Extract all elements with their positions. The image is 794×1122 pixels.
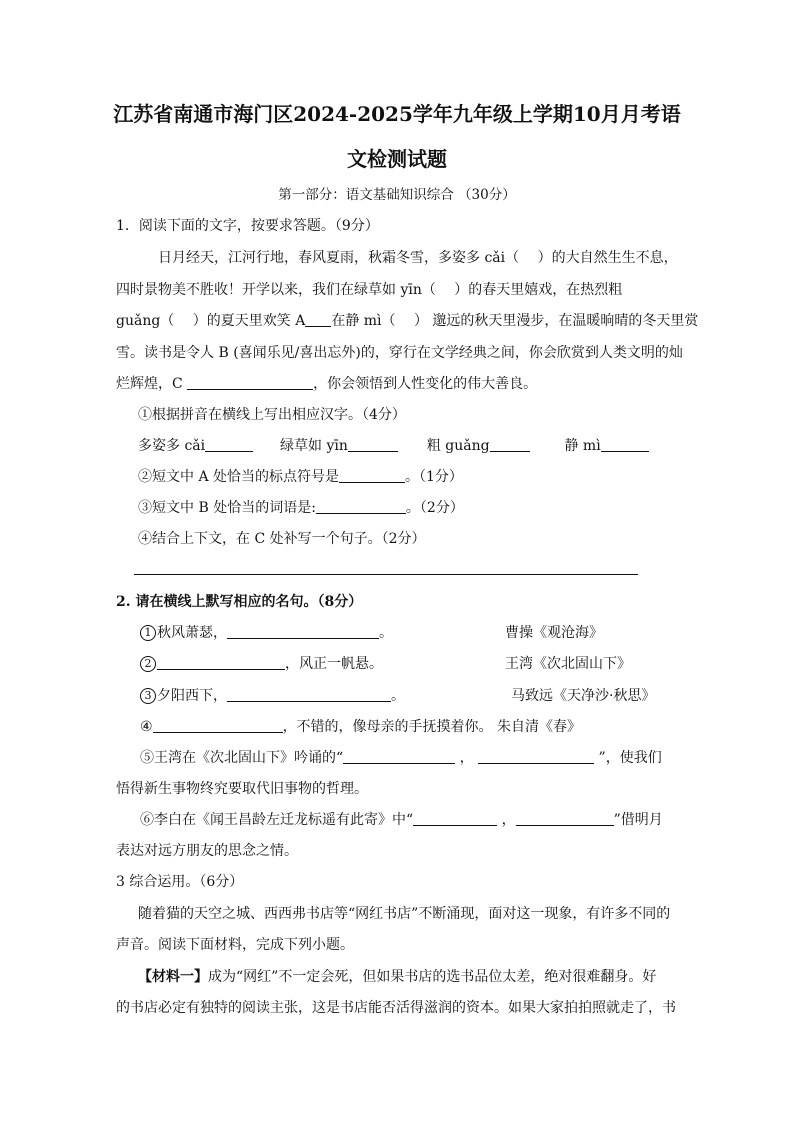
poem-text: 。 — [391, 688, 405, 704]
pinyin-row — [138, 437, 649, 455]
item-number: ④ — [140, 719, 153, 735]
poem-source: 曹操《观沧海》 — [505, 625, 603, 641]
material-text: 成为“网红”不一定会死，但如果书店的选书品位太差，绝对很难翻身。好 — [208, 969, 657, 985]
answer-blank-poem5a[interactable] — [343, 749, 455, 764]
poem-source: 王湾《次北固山下》 — [505, 656, 631, 672]
answer-blank-c[interactable] — [187, 375, 313, 390]
exam-title-line1: 江苏省南通市海门区2024-2025学年九年级上学期10月月考语 — [113, 102, 681, 126]
answer-blank-poem4[interactable] — [153, 718, 283, 733]
q1-passage-line: 四时景物美不胜收！开学以来，我们在绿草如 yīn（ ）的春天里嬉戏，在热烈粗 — [116, 282, 623, 298]
q1-sub1: ①根据拼音在横线上写出相应汉字。（4分） — [138, 407, 406, 423]
q1-sub4: ④结合上下文，在 C 处补写一个句子。（2分） — [138, 531, 426, 547]
answer-blank-poem3[interactable] — [227, 687, 391, 702]
answer-blank-poem6a[interactable] — [413, 811, 497, 826]
poem-item — [140, 811, 663, 829]
pinyin-yin: 绿草如 yīn — [280, 438, 348, 454]
poem-text: 。 — [379, 625, 393, 641]
q1-passage-line — [116, 312, 698, 330]
poem-item — [140, 749, 662, 767]
poem-source: 马致远《天净沙·秋思》 — [511, 688, 656, 704]
q2-stem: 2. 请在横线上默写相应的名句。（8分） — [116, 594, 363, 610]
poem-text: ⑥李白在《闻王昌龄左迁龙标遥有此寄》中“ — [140, 812, 414, 828]
item-number: 3 — [140, 688, 156, 704]
exam-title-line2: 文检测试题 — [347, 147, 447, 171]
answer-blank-guang[interactable] — [490, 437, 530, 452]
pinyin-mi: 静 mì — [564, 438, 601, 454]
poem-text: 夕阳西下， — [157, 688, 227, 704]
q1-sub3-text: ③短文中 B 处恰当的词语是: — [138, 500, 316, 516]
q1-sub2 — [138, 468, 463, 486]
poem-text: ，风正一帆悬。 — [285, 656, 383, 672]
q1-sub3-score: 。（2分） — [405, 500, 464, 516]
answer-blank-poem5b[interactable] — [478, 749, 594, 764]
q1-passage-text: 在静 mì（ ） 邈远的秋天里漫步，在温暖晌晴的冬天里赏 — [331, 313, 699, 329]
q3-intro: 声音。阅读下面材料，完成下列小题。 — [116, 937, 354, 953]
poem-text: 秋风萧瑟， — [157, 625, 227, 641]
material-text: 的书店必定有独特的阅读主张，这是书店能否活得滋润的资本。如果大家拍拍照就走了，书 — [116, 1000, 676, 1016]
q3-intro: 随着猫的天空之城、西西弗书店等“网红书店”不断涌现，面对这一现象，有许多不同的 — [138, 906, 671, 922]
poem-item — [140, 718, 581, 736]
answer-blank-cai[interactable] — [205, 437, 253, 452]
q1-sub2-text: ②短文中 A 处恰当的标点符号是 — [138, 469, 340, 485]
material-one — [138, 968, 656, 986]
q1-sub3 — [138, 499, 464, 517]
poem-text: ， — [501, 812, 516, 828]
pinyin-guang: 粗 guǎng — [426, 438, 490, 454]
poem-item — [140, 655, 383, 673]
answer-blank-mi[interactable] — [601, 437, 649, 452]
poem-text: ， — [459, 750, 474, 766]
answer-blank-poem6b[interactable] — [516, 811, 614, 826]
answer-blank-poem2[interactable] — [157, 655, 285, 670]
q1-passage-text: ，你会领悟到人性变化的伟大善良。 — [313, 376, 538, 392]
poem-text: 表达对远方朋友的思念之情。 — [116, 843, 298, 859]
answer-blank-punctuation[interactable] — [339, 468, 405, 483]
answer-blank-a[interactable] — [305, 312, 331, 327]
answer-blank-poem1[interactable] — [227, 624, 379, 639]
poem-text: ，不错的，像母亲的手抚摸着你。 朱自清《春》 — [282, 719, 582, 735]
q3-stem: 3 综合运用。（6分） — [116, 874, 244, 890]
answer-line-c[interactable] — [134, 574, 638, 575]
item-number: 1 — [140, 625, 156, 641]
q1-stem: 1．阅读下面的文字，按要求答题。（9分） — [116, 218, 379, 234]
answer-blank-word[interactable] — [316, 499, 406, 514]
poem-item — [140, 687, 405, 705]
part-heading: 第一部分：语文基础知识综合 （30分） — [278, 187, 516, 203]
poem-text: ”，使我们 — [598, 750, 662, 766]
material-label: 【材料一】 — [138, 969, 208, 985]
q1-passage-text: guǎng（ ）的夏天里欢笑 A — [116, 313, 306, 329]
pinyin-cai: 多姿多 cǎi — [138, 438, 206, 454]
q1-sub2-score: 。（1分） — [405, 469, 463, 485]
item-number: 2 — [140, 656, 156, 672]
answer-blank-yin[interactable] — [348, 437, 398, 452]
poem-text: ”借明月 — [613, 812, 663, 828]
poem-text: ⑤王湾在《次北固山下》吟诵的“ — [140, 750, 344, 766]
q1-passage-text: 烂辉煌，C — [116, 376, 183, 392]
q1-passage-line: 日月经天，江河行地，春风夏雨，秋霜冬雪，多姿多 cǎi（ ）的大自然生生不息， — [158, 250, 678, 266]
q1-passage-line — [116, 375, 537, 393]
q1-passage-line: 雪。读书是令人 B (喜闻乐见/喜出忘外)的，穿行在文学经典之间，你会欣赏到人类文明的灿 — [116, 345, 683, 361]
poem-text: 悟得新生事物终究要取代旧事物的哲理。 — [116, 781, 368, 797]
poem-item — [140, 624, 393, 642]
